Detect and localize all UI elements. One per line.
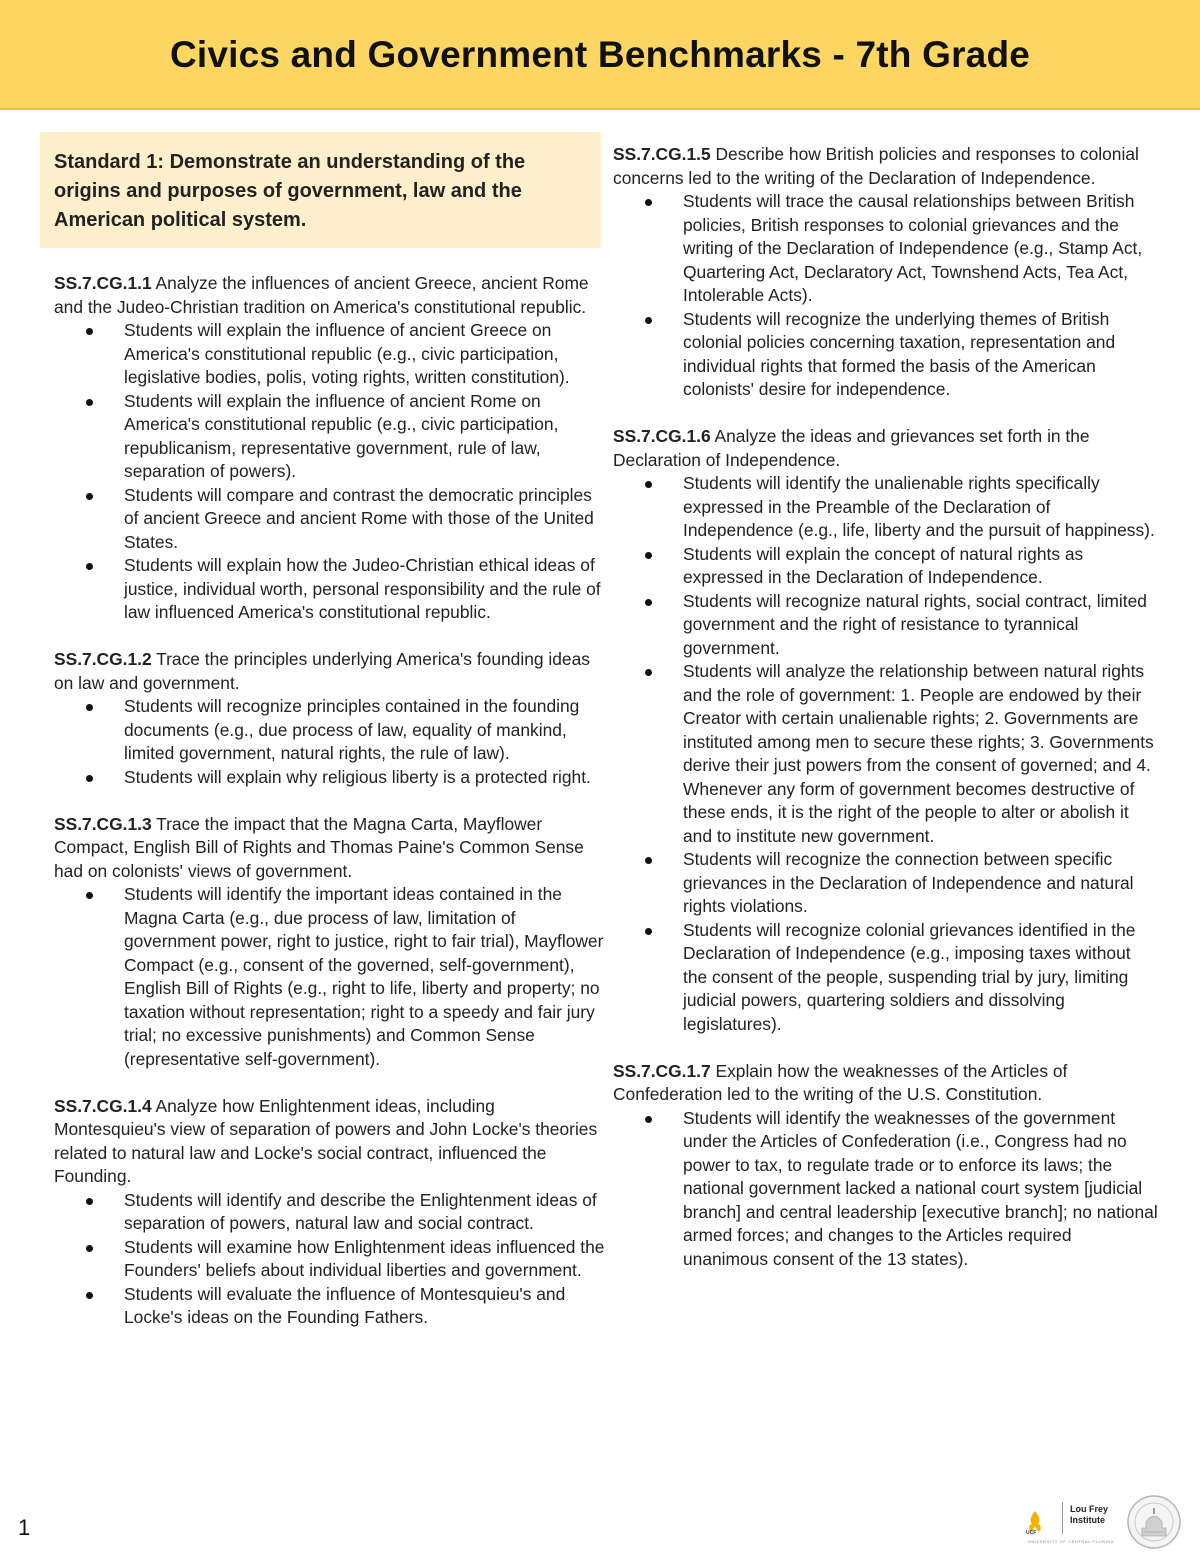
benchmark-code: SS.7.CG.1.1 [54, 273, 152, 293]
benchmark-description: Analyze the ideas and grievances set forth in the Declaration of Independence. [613, 426, 1090, 470]
benchmark-description: Trace the impact that the Magna Carta, Mayflower Compact, English Bill of Rights and Thomas Paine's Common Sense had on colonists' views of government. [54, 813, 584, 881]
benchmark-items [54, 1189, 606, 1330]
benchmark-items [613, 1107, 1158, 1272]
list-item-text: Students will identify and describe the Enlightenment ideas of separation of powers, natural law and social contract. [124, 1189, 597, 1233]
bullet-icon [645, 199, 652, 206]
list-item [683, 1107, 1158, 1272]
institute-logo [1022, 1492, 1172, 1550]
list-item [683, 848, 1158, 919]
list-item-text: Students will analyze the relationship between natural rights and the role of government: 1. People are endowed by their Creator with certain unalienable rights; 2. Governments are instituted among men to secure these rights; 3. Governments derive their just powers from the consent of governed; and 4. Whenever any form of government becomes destructive of these ends, it is the right of the people to alter or abolish it and to institute new government. [683, 661, 1154, 846]
list-item [683, 919, 1158, 1037]
page-title: Civics and Government Benchmarks - 7th Grade [169, 34, 1031, 75]
bullet-icon [86, 399, 93, 406]
benchmark-block [54, 1095, 606, 1330]
bullet-icon [645, 317, 652, 324]
list-item-text: Students will identify the weaknesses of the government under the Articles of Confederation (i.e., Congress had no power to tax, to regulate trade or to enforce its laws; the national government lacked a national court system [judicial branch] and central leadership [executive branch]; no national armed forces; and changes to the Articles required unanimous consent of the 13 states). [683, 1107, 1158, 1269]
benchmark-block [54, 813, 606, 1072]
list-item [124, 319, 606, 390]
benchmark-items [54, 695, 606, 789]
benchmark-heading [613, 143, 1158, 190]
list-item [683, 660, 1158, 848]
list-item [124, 390, 606, 484]
list-item-text: Students will recognize colonial grievances identified in the Declaration of Independence (e.g., imposing taxes without the consent of the people, suspending trial by jury, limiting judicial powers, quartering soldiers and dissolving legislatures). [683, 919, 1136, 1034]
list-item [124, 883, 606, 1071]
bullet-icon [645, 857, 652, 864]
benchmark-heading [54, 272, 606, 319]
list-item-text: Students will explain the influence of ancient Greece on America's constitutional republic (e.g., civic participation, legislative bodies, polis, voting rights, written constitution). [124, 320, 570, 387]
benchmark-description: Explain how the weaknesses of the Articles of Confederation led to the writing of the U.S. Constitution. [613, 1060, 1068, 1104]
list-item [683, 543, 1158, 590]
benchmark-items [54, 319, 606, 625]
list-item-text: Students will trace the causal relationships between British policies, British responses to colonial grievances and the writing of the Declaration of Independence (e.g., Stamp Act, Quartering Act, Declaratory Act, Townshend Acts, Tea Act, Intolerable Acts). [683, 191, 1143, 305]
benchmark-block [54, 648, 606, 789]
right-column [613, 143, 1158, 1295]
list-item-text: Students will explain how the Judeo-Christian ethical ideas of justice, individual worth, personal responsibility and the rule of law influenced America's constitutional republic. [124, 555, 601, 622]
list-item-text: Students will identify the important ideas contained in the Magna Carta (e.g., due process of law, limitation of government power, right to justice, right to fair trial), Mayflower Compact (e.g., consent of the governed, self-government), English Bill of Rights (e.g., right to life, liberty and property; no taxation without representation; right to a speedy and fair jury trial; no excessive punishments) and Common Sense (representative self-government). [124, 884, 604, 1069]
benchmark-description: Describe how British policies and responses to colonial concerns led to the writing of the Declaration of Independence. [613, 144, 1139, 188]
benchmark-heading [54, 1095, 606, 1189]
list-item-text: Students will recognize natural rights, social contract, limited government and the right of resistance to tyrannical government. [683, 590, 1147, 658]
standard-text: Standard 1: Demonstrate an understanding of the origins and purposes of government, law and the American political system. [54, 151, 526, 231]
benchmark-heading [54, 648, 606, 695]
logo-divider [1062, 1502, 1063, 1534]
list-item-text: Students will explain the concept of natural rights as expressed in the Declaration of Independence. [683, 543, 1084, 587]
benchmark-block [613, 143, 1158, 402]
benchmark-code: SS.7.CG.1.3 [54, 813, 152, 834]
benchmark-heading [54, 813, 606, 884]
capitol-seal-icon [1126, 1494, 1182, 1550]
list-item-text: Students will recognize principles contained in the founding documents (e.g., due process of law, equality of mankind, limited government, natural rights, the rule of law). [124, 696, 580, 763]
left-column [54, 272, 606, 1353]
logo-subtext: UNIVERSITY OF CENTRAL FLORIDA [1028, 1539, 1115, 1544]
list-item-text: Students will explain why religious liberty is a protected right. [124, 766, 591, 787]
ucf-text: UCF [1026, 1530, 1037, 1536]
benchmark-heading [613, 425, 1158, 472]
benchmark-items [613, 190, 1158, 402]
bullet-icon [645, 1116, 652, 1123]
benchmark-code: SS.7.CG.1.4 [54, 1095, 152, 1116]
list-item [124, 766, 606, 790]
list-item-text: Students will explain the influence of ancient Rome on America's constitutional republic (e.g., civic participation, republicanism, representative government, rule of law, separation of powers). [124, 390, 559, 481]
page-header [0, 0, 1200, 110]
bullet-icon [86, 493, 93, 500]
bullet-icon [86, 775, 93, 782]
standard-callout [40, 132, 601, 248]
list-item-text: Students will compare and contrast the democratic principles of ancient Greece and ancient Rome with those of the United States. [124, 484, 594, 552]
bullet-icon [645, 928, 652, 935]
list-item [124, 484, 606, 555]
benchmark-block [54, 272, 606, 625]
list-item [124, 1283, 606, 1330]
list-item-text: Students will evaluate the influence of Montesquieu's and Locke's ideas on the Founding Fathers. [124, 1283, 566, 1327]
logo-text: Lou Frey Institute [1070, 1504, 1109, 1525]
bullet-icon [86, 704, 93, 711]
list-item-text: Students will identify the unalienable rights specifically expressed in the Preamble of the Declaration of Independence (e.g., life, liberty and the pursuit of happiness). [683, 473, 1155, 540]
benchmark-items [613, 472, 1158, 1036]
bullet-icon [86, 328, 93, 335]
benchmark-description: Analyze the influences of ancient Greece, ancient Rome and the Judeo-Christian tradition on America's constitutional republic. [54, 273, 589, 317]
benchmark-code: SS.7.CG.1.6 [613, 426, 711, 446]
benchmark-description: Trace the principles underlying America's founding ideas on law and government. [54, 649, 590, 693]
list-item [124, 1236, 606, 1283]
benchmark-code: SS.7.CG.1.5 [613, 144, 711, 164]
benchmark-heading [613, 1060, 1158, 1107]
list-item [124, 695, 606, 766]
list-item [683, 190, 1158, 308]
list-item [683, 472, 1158, 543]
benchmark-items [54, 883, 606, 1071]
list-item [683, 590, 1158, 661]
benchmark-description: Analyze how Enlightenment ideas, including Montesquieu's view of separation of powers and John Locke's theories related to natural law and Locke's social contract, influenced the Founding. [54, 1095, 598, 1186]
bullet-icon [645, 552, 652, 559]
list-item-text: Students will recognize the underlying themes of British colonial policies concerning taxation, representation and individual rights that formed the basis of the American colonists' desire for independence. [683, 308, 1116, 399]
list-item [124, 1189, 606, 1236]
bullet-icon [86, 563, 93, 570]
bullet-icon [86, 1198, 93, 1205]
bullet-icon [645, 481, 652, 488]
list-item [683, 308, 1158, 402]
benchmark-code: SS.7.CG.1.2 [54, 649, 152, 669]
bullet-icon [86, 1292, 93, 1299]
benchmark-block [613, 425, 1158, 1036]
bullet-icon [645, 599, 652, 606]
page-number: 1 [18, 1515, 31, 1540]
list-item-text: Students will examine how Enlightenment ideas influenced the Founders' beliefs about individual liberties and government. [124, 1236, 605, 1280]
benchmark-block [613, 1060, 1158, 1272]
bullet-icon [86, 892, 93, 899]
benchmark-code: SS.7.CG.1.7 [613, 1060, 711, 1081]
bullet-icon [645, 669, 652, 676]
list-item-text: Students will recognize the connection between specific grievances in the Declaration of Independence and natural rights violations. [683, 849, 1134, 916]
list-item [124, 554, 606, 625]
bullet-icon [86, 1245, 93, 1252]
